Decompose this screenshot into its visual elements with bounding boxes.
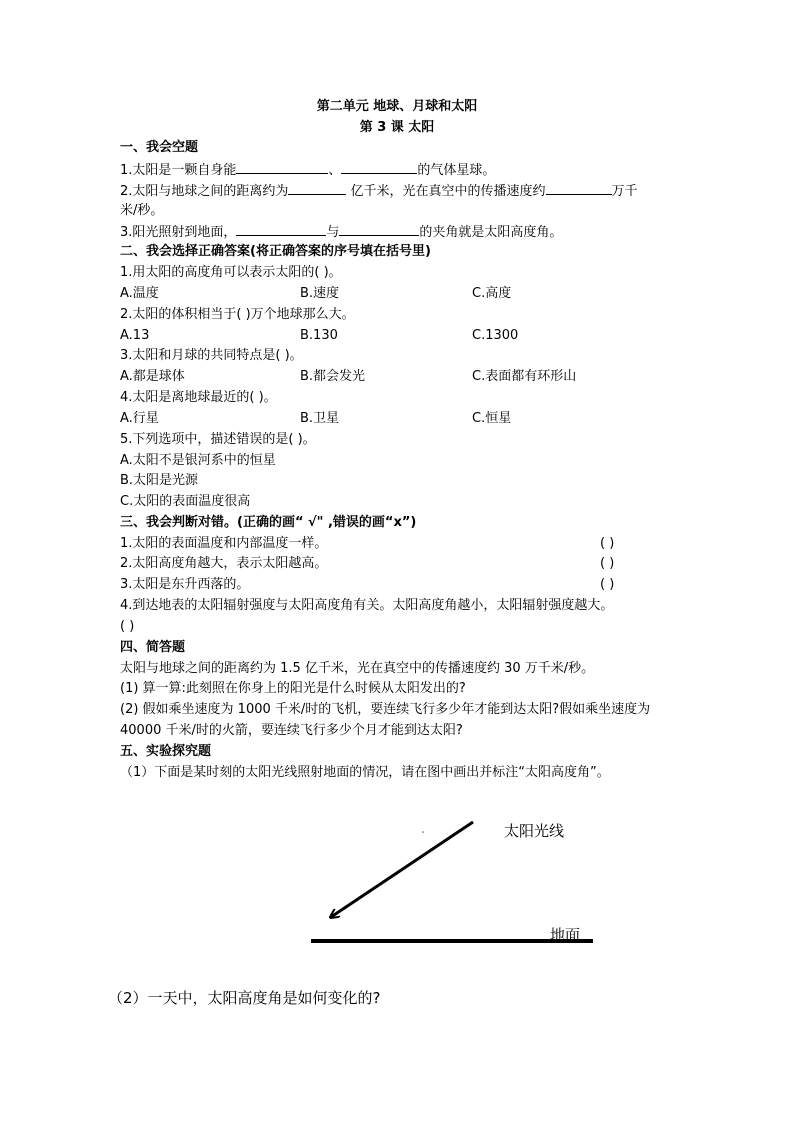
s5-q1: （1）下面是某时刻的太阳光线照射地面的情况，请在图中画出并标注“太阳高度角”。 xyxy=(120,765,610,780)
dot-mark xyxy=(422,831,424,833)
section1-heading: 一、我会空题 xyxy=(120,140,199,155)
section3-heading: 三、我会判断对错。(正确的画“ √" ,错误的画“x”) xyxy=(120,515,417,530)
judge-item-text: 3.太阳是东升西落的。 xyxy=(120,577,250,592)
option-b[interactable]: B.130 xyxy=(300,328,338,343)
s1-q2-text-c: 万千 xyxy=(611,184,638,199)
option-b[interactable]: B.速度 xyxy=(300,286,340,301)
option-b[interactable]: B.都会发光 xyxy=(300,369,366,384)
ground-label: 地面 xyxy=(550,926,581,944)
option-c[interactable]: C.太阳的表面温度很高 xyxy=(120,494,251,509)
s1-q3-text-c: 的夹角就是太阳高度角。 xyxy=(419,225,563,240)
option-c[interactable]: C.恒星 xyxy=(472,411,512,426)
s1-q1-sep: 、 xyxy=(328,163,342,178)
s1-q1-text-a: 1.太阳是一颗自身能 xyxy=(120,163,237,178)
sun-ray-label: 太阳光线 xyxy=(504,822,565,840)
lesson-title: 第 3 课 太阳 xyxy=(359,120,435,135)
option-a[interactable]: A.13 xyxy=(120,328,150,343)
s4-q2-cont: 40000 千米/时的火箭，要连续飞行多少个月才能到达太阳? xyxy=(120,723,463,738)
s1-q3-text-a: 3.阳光照射到地面， xyxy=(120,225,237,240)
s1-q3-text-b: 与 xyxy=(326,225,340,240)
option-b[interactable]: B.卫星 xyxy=(300,411,340,426)
option-c[interactable]: C.表面都有环形山 xyxy=(472,369,577,384)
s1-q1-text-b: 的气体星球。 xyxy=(417,163,496,178)
option-a[interactable]: A.温度 xyxy=(120,286,159,301)
option-a[interactable]: A.行星 xyxy=(120,411,159,426)
sun-ray-arrow xyxy=(331,822,473,917)
s2-q5-stem: 5.下列选项中，描述错误的是( )。 xyxy=(120,432,316,447)
s2-q1-stem: 1.用太阳的高度角可以表示太阳的( )。 xyxy=(120,265,342,280)
answer-paren[interactable]: ( ) xyxy=(120,619,135,634)
judge-item-text: 4.到达地表的太阳辐射强度与太阳高度角有关。太阳高度角越小，太阳辐射强度越大。 xyxy=(120,598,614,613)
s2-q4-stem: 4.太阳是离地球最近的( )。 xyxy=(120,390,277,405)
judge-item-text: 1.太阳的表面温度和内部温度一样。 xyxy=(120,536,328,551)
s4-q2: (2) 假如乘坐速度为 1000 千米/时的飞机，要连续飞行多少年才能到达太阳?假如乘坐速度为 xyxy=(120,702,651,717)
section2-heading: 二、我会选择正确答案(将正确答案的序号填在括号里) xyxy=(120,244,431,259)
section5-heading: 五、实验探究题 xyxy=(120,744,212,759)
option-c[interactable]: C.1300 xyxy=(472,328,519,343)
s2-q2-stem: 2.太阳的体积相当于( )万个地球那么大。 xyxy=(120,307,355,322)
s2-q3-stem: 3.太阳和月球的共同特点是( )。 xyxy=(120,348,303,363)
s4-q1: (1) 算一算:此刻照在你身上的阳光是什么时候从太阳发出的? xyxy=(120,681,466,696)
section4-heading: 四、简答题 xyxy=(120,640,186,655)
option-b[interactable]: B.太阳是光源 xyxy=(120,473,199,488)
answer-paren[interactable]: ( ) xyxy=(600,577,615,592)
option-c[interactable]: C.高度 xyxy=(472,286,512,301)
answer-paren[interactable]: ( ) xyxy=(600,536,615,551)
unit-title: 第二单元 地球、月球和太阳 xyxy=(316,99,478,114)
s5-q2: （2）一天中，太阳高度角是如何变化的? xyxy=(108,989,381,1007)
option-a[interactable]: A.太阳不是银河系中的恒星 xyxy=(120,453,276,468)
option-a[interactable]: A.都是球体 xyxy=(120,369,185,384)
answer-paren[interactable]: ( ) xyxy=(600,556,615,571)
s1-q2-text-b: 亿千米，光在真空中的传播速度约 xyxy=(346,184,546,199)
s4-intro: 太阳与地球之间的距离约为 1.5 亿千米，光在真空中的传播速度约 30 万千米/秒。 xyxy=(120,661,595,676)
s1-q2-cont: 米/秒。 xyxy=(120,203,164,218)
s1-q2-text-a: 2.太阳与地球之间的距离约为 xyxy=(120,184,289,199)
judge-item-text: 2.太阳高度角越大，表示太阳越高。 xyxy=(120,556,328,571)
